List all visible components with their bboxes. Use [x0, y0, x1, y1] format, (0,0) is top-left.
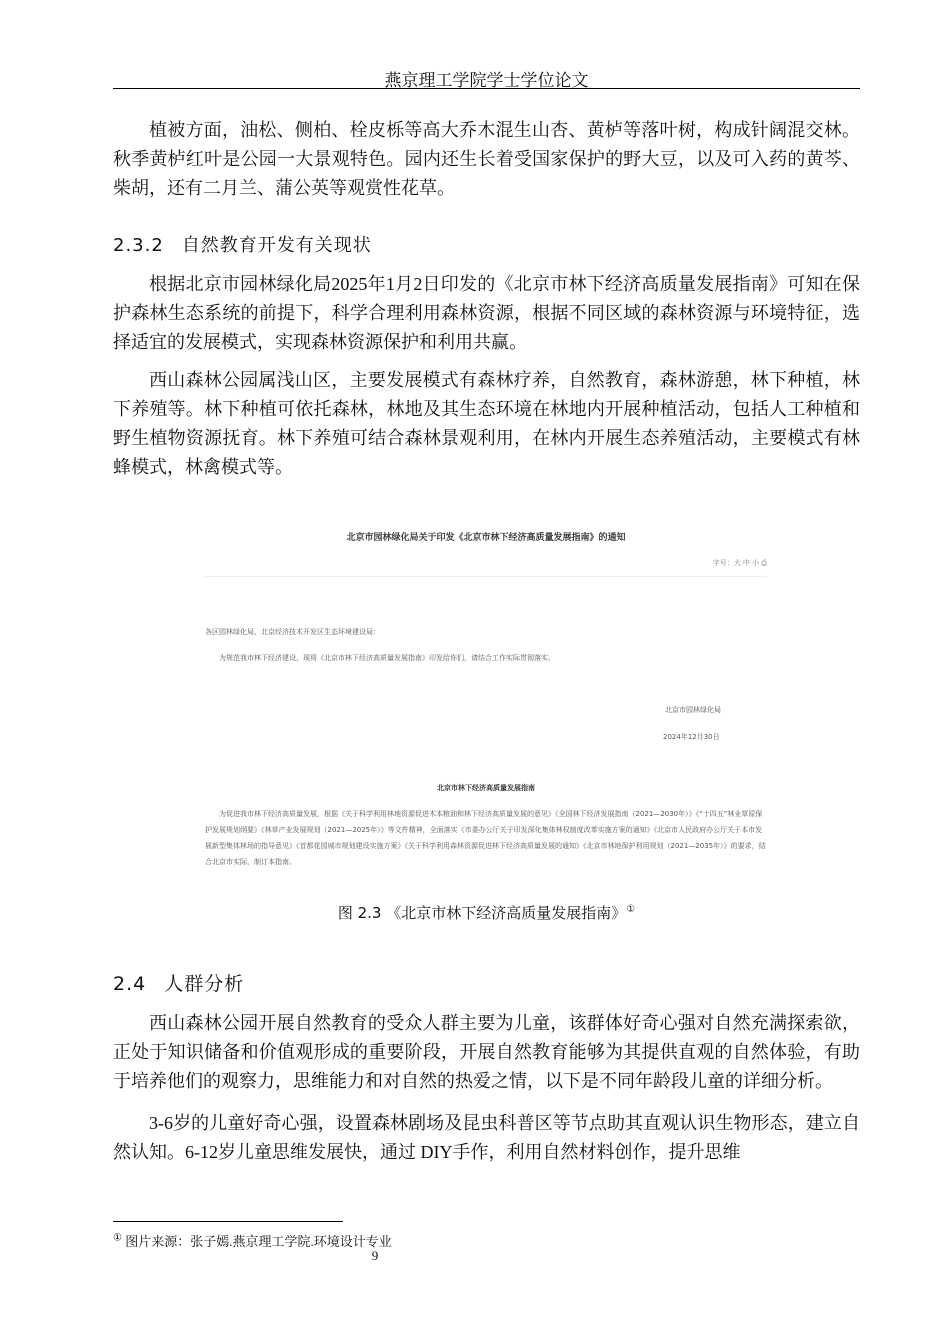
section-title: 人群分析 — [164, 973, 245, 995]
font-size-label: 字号：大 中 小 — [712, 559, 760, 567]
page-number: 9 — [371, 1248, 379, 1263]
section-heading-2-3-2 — [113, 231, 860, 257]
caption-label: 图 2.3 《北京市林下经济高质量发展指南》 — [337, 904, 627, 922]
paragraph-guide — [113, 270, 860, 482]
figure-addressee: 各区园林绿化局、北京经济技术开发区生态环境建设局： — [205, 628, 380, 636]
figure-body: 为促进我市林下经济高质量发展，根据《关于科学利用林地资源促进木本粮油和林下经济高质量发展的意见》《全国林下经济发展指南（2021—2030年）》《“十四五”林业草原保护发展规划纲要》《林草产业发展规划（2021—2025年）》等文件精神，全面落实《市委办公厅关于印发深化集体林权制度改革实施方案的通知》《北京市人民政府办公厅关于本市发展新型集体林场的指导意见》《首都花园城市规划建设实施方案》《关于科学利用森林资源促进林下经济高质量发展的通知》《北京市林地保护利用规划（2021—2035年）》的要求，结合北京市实际，制订本指南。 — [205, 810, 766, 866]
section-number: 2.3.2 — [113, 235, 164, 256]
font-size-control — [713, 558, 767, 568]
running-header: 燕京理工学院学士学位论文 — [384, 71, 589, 90]
figure-caption — [113, 902, 860, 923]
footnote-text: 图片来源：张子嫣.燕京理工学院.环境设计专业 — [125, 1234, 392, 1249]
caption-footnote-mark: ① — [626, 904, 636, 915]
section-title: 自然教育开发有关现状 — [181, 235, 372, 256]
figure-rule — [205, 576, 767, 577]
figure-notice: 为规范我市林下经济建设，现将《北京市林下经济高质量发展指南》印发给你们，请结合工作实际贯彻落实。 — [219, 654, 555, 662]
paragraph-text: 西山森林公园属浅山区，主要发展模式有森林疗养，自然教育，森林游憩，林下种植，林下养殖等。林下种植可依托森林，林地及其生态环境在林地内开展种植活动，包括人工种植和野生植物资源抚育。林下养殖可结合森林景观利用，在林内开展生态养殖活动，主要模式有林蜂模式，林禽模式等。 — [113, 370, 860, 477]
figure-date: 2024年12月30日 — [663, 733, 720, 741]
paragraph-text: 植被方面，油松、侧柏、栓皮栎等高大乔木混生山杏、黄栌等落叶树，构成针阔混交林。秋季黄栌红叶是公园一大景观特色。园内还生长着受国家保护的野大豆，以及可入药的黄芩、柴胡，还有二月兰、蒲公英等观赏性花草。 — [113, 120, 860, 198]
paragraph-vegetation — [113, 116, 860, 203]
paragraph-audience — [113, 1009, 860, 1167]
header-rule — [113, 88, 860, 89]
print-icon: ⎙ — [761, 559, 767, 567]
paragraph-text: 西山森林公园开展自然教育的受众人群主要为儿童，该群体好奇心强对自然充满探索欲，正处于知识储备和价值观形成的重要阶段，开展自然教育能够为其提供直观的自然体验，有助于培养他们的观察力，思维能力和对自然的热爱之情，以下是不同年龄段儿童的详细分析。 — [113, 1013, 860, 1091]
paragraph-text: 3-6岁的儿童好奇心强，设置森林剧场及昆虫科普区等节点助其直观认识生物形态，建立自然认知。6-12岁儿童思维发展快，通过 DIY手作，利用自然材料创作，提升思维 — [113, 1113, 860, 1162]
paragraph-text: 根据北京市园林绿化局2025年1月2日印发的《北京市林下经济高质量发展指南》可知在保护森林生态系统的前提下，科学合理利用森林资源，根据不同区域的森林资源与环境特征，选择适宜的发展模式，实现森林资源保护和利用共赢。 — [113, 274, 860, 352]
section-number: 2.4 — [113, 973, 147, 995]
figure-notice-screenshot — [203, 518, 769, 870]
figure-subtitle: 北京市林下经济高质量发展指南 — [437, 784, 535, 792]
footnote-mark: ① — [113, 1232, 122, 1244]
section-heading-2-4 — [113, 969, 860, 996]
footnote-rule — [113, 1221, 343, 1222]
figure-issuer: 北京市园林绿化局 — [665, 706, 721, 714]
figure-title: 北京市园林绿化局关于印发《北京市林下经济高质量发展指南》的通知 — [346, 533, 626, 543]
